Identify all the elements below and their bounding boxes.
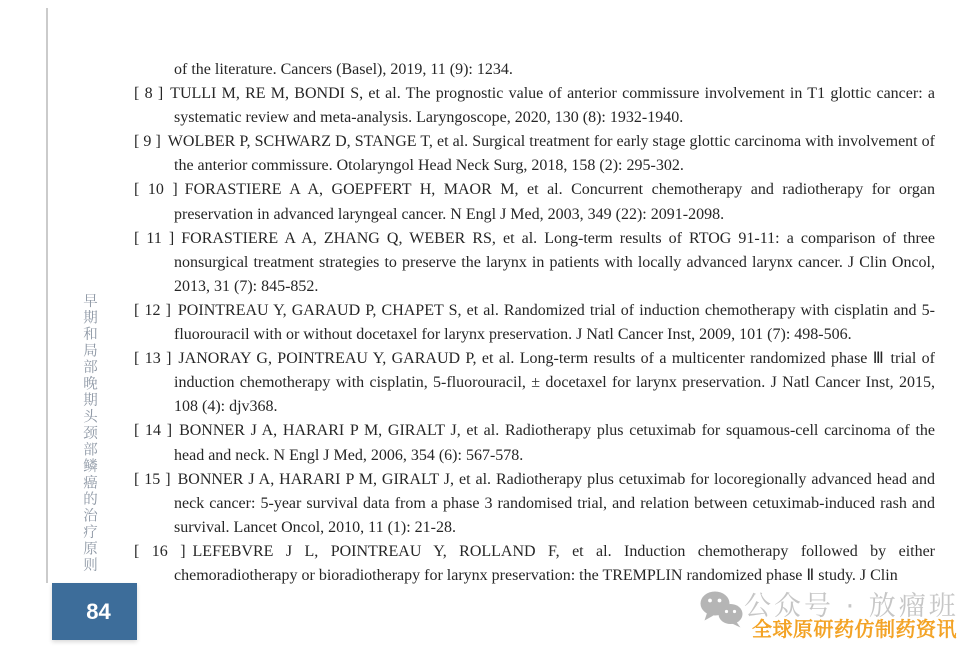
reference-text: BONNER J A, HARARI P M, GIRALT J, et al. Radiotherapy plus cetuximab for squamous-cell carcinoma of the head and neck. N Engl J Med, 2006, 354 (6): 567-578.	[174, 422, 935, 464]
reference-number: [ 15 ]	[134, 470, 171, 488]
reference-item	[134, 540, 935, 588]
wechat-icon	[698, 590, 744, 633]
reference-item	[134, 130, 935, 178]
reference-continuation: of the literature. Cancers (Basel), 2019, 11 (9): 1234.	[174, 61, 513, 78]
reference-number: [ 16 ]	[134, 542, 186, 560]
reference-item	[134, 82, 935, 130]
reference-item	[134, 347, 935, 419]
reference-text: WOLBER P, SCHWARZ D, STANGE T, et al. Surgical treatment for early stage glottic carcinoma with involvement of the anterior commissure. Otolaryngol Head Neck Surg, 2018, 158 (2): 295-302.	[167, 133, 936, 175]
reference-number: [ 10 ]	[134, 181, 178, 199]
reference-item	[134, 419, 935, 467]
reference-item	[134, 227, 935, 299]
reference-item	[134, 468, 935, 540]
reference-item	[134, 178, 935, 226]
reference-list	[134, 58, 935, 588]
reference-text: POINTREAU Y, GARAUD P, CHAPET S, et al. Randomized trial of induction chemotherapy with cisplatin and 5-fluorouracil with or without docetaxel for larynx preservation. J Natl Cancer Inst, 2009, 101 (7): 498-506.	[174, 301, 936, 344]
reference-item	[134, 299, 935, 347]
watermark-account-name: 公众号 · 放瘤班	[744, 591, 959, 622]
reference-number: [ 12 ]	[134, 301, 171, 319]
reference-text: JANORAY G, POINTREAU Y, GARAUD P, et al. Long-term results of a multicenter randomized phase Ⅲ trial of induction chemotherapy with cisplatin, 5-fluorouracil, ± docetaxel for larynx preservation. J Natl Cancer Inst, 2015, 108 (4): djv368.	[174, 350, 936, 416]
page-number-box	[52, 583, 137, 640]
reference-number: [ 14 ]	[134, 422, 173, 440]
page-number: 84	[86, 598, 111, 624]
reference-number: [ 8 ]	[134, 85, 164, 103]
reference-text: FORASTIERE A A, GOEPFERT H, MAOR M, et al. Concurrent chemotherapy and radiotherapy for organ preservation in advanced laryngeal cancer. N Engl J Med, 2003, 349 (22): 2091-2098.	[174, 181, 935, 223]
reference-number: [ 13 ]	[134, 350, 172, 368]
chapter-title-vertical: 早期和局部晚期头颈部鳞癌的治疗原则	[81, 293, 97, 574]
reference-text: BONNER J A, HARARI P M, GIRALT J, et al. Radiotherapy plus cetuximab for locoregionally advanced head and neck cancer: 5-year survival data from a phase 3 randomised trial, and relation between cetuximab-induced rash and survival. Lancet Oncol, 2010, 11 (1): 21-28.	[174, 470, 936, 536]
reference-text: LEFEBVRE J L, POINTREAU Y, ROLLAND F, et al. Induction chemotherapy followed by either chemoradiotherapy or bioradiotherapy for larynx preservation: the TREMPLIN randomized phase Ⅱ study. J Clin	[174, 542, 936, 584]
reference-text: FORASTIERE A A, ZHANG Q, WEBER RS, et al. Long-term results of RTOG 91-11: a comparison of three nonsurgical treatment strategies to preserve the larynx in patients with locally advanced larynx cancer. J Clin Oncol, 2013, 31 (7): 845-852.	[174, 229, 935, 295]
reference-number: [ 11 ]	[134, 229, 175, 247]
page-spine-line	[46, 8, 48, 583]
reference-number: [ 9 ]	[134, 133, 161, 151]
reference-text: TULLI M, RE M, BONDI S, et al. The prognostic value of anterior commissure involvement in T1 glottic cancer: a systematic review and meta-analysis. Laryngoscope, 2020, 130 (8): 1932-1940.	[170, 85, 936, 127]
watermark-subtitle: 全球原研药仿制药资讯	[752, 617, 957, 641]
